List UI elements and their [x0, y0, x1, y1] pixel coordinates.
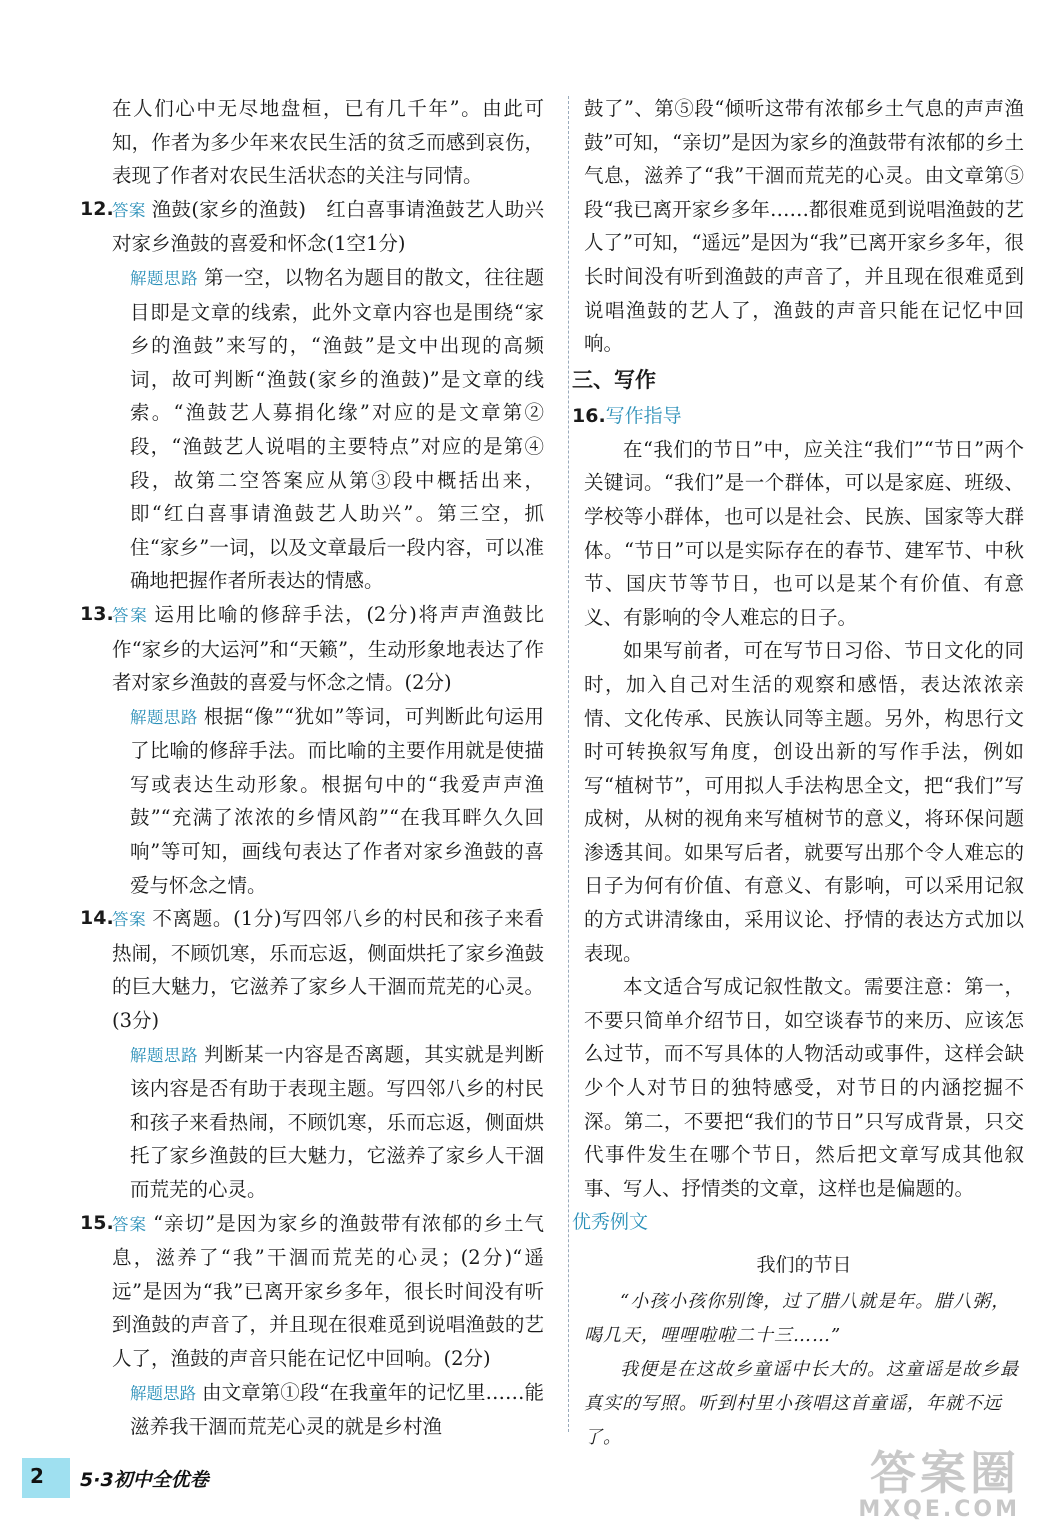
analysis-text: 第一空，以物名为题目的散文，往往题目即是文章的线索，此外文章内容也是围绕“家乡的渔鼓”来写的，“渔鼓”是文中出现的高频词，故可判断“渔鼓(家乡的渔鼓)”是文章的线索。“渔鼓艺人募捐化缘”对应的是文章第②段，“渔鼓艺人说唱的主要特点”对应的是第④段，故第二空答案应从第③段中概括出来，即“红白喜事请渔鼓艺人助兴”。第三空，抓住“家乡”一词，以及文章最后一段内容，可以准确地把握作者所表达的情感。: [130, 265, 544, 593]
essay-paragraph: 我便是在这故乡童谣中长大的。这童谣是故乡最真实的写照。听到村里小孩唱这首童谣，年就不远了。: [584, 1359, 1019, 1449]
answer-text: “亲切”是因为家乡的渔鼓带有浓郁的乡土气息，滋养了“我”干涸而荒芜的心灵；(2分)“遥远”是因为“我”已离开家乡多年，很长时间没有听到渔鼓的声音了，并且现在很难觅到说唱渔鼓的艺人了，渔鼓的声音只能在记忆中回响。(2分): [112, 1211, 544, 1370]
guide-paragraph: 本文适合写成记叙性散文。需要注意：第一，不要只简单介绍节日，如空谈春节的来历、应该怎么过节，而不写具体的人物活动或事件，这样会缺少个人对节日的独特感受，对节日的内涵挖掘不深。第二，不要把“我们的节日”只写成背景，只交代事件发生在哪个节日，然后把文章写成其他叙事、写人、抒情类的文章，这样也是偏题的。: [584, 975, 1024, 1200]
guide-paragraph: 在“我们的节日”中，应关注“我们”“节日”两个关键词。“我们”是一个群体，可以是家庭、班级、学校等小群体，也可以是社会、民族、国家等大群体。“节日”可以是实际存在的春节、建军节、中秋节、国庆节等节日，也可以是某个有价值、有意义、有影响的令人难忘的日子。: [584, 437, 1024, 629]
answer-text: 运用比喻的修辞手法，(2分)将声声渔鼓比作“家乡的大运河”和“天籁”，生动形象地表达了作者对家乡渔鼓的喜爱与怀念之情。(2分): [112, 602, 545, 695]
writing-guide-tag: 写作指导: [605, 404, 682, 427]
analysis-tag: 解题思路: [130, 1045, 199, 1065]
analysis-tag: 解题思路: [130, 268, 199, 288]
watermark-url: MXQE.COM: [858, 1497, 1020, 1522]
book-brand: 5·3初中全优卷: [80, 1469, 209, 1491]
question-number: 13.: [80, 602, 114, 625]
question-16-header: [572, 399, 1024, 433]
analysis-text: 判断某一内容是否离题，其实就是判断该内容是否有助于表现主题。写四邻八乡的村民和孩子来看热闹，不顾饥寒，乐而忘返，侧面烘托了家乡渔鼓的巨大魅力，它滋养了家乡人干涸而荒芜的心灵。: [130, 1042, 544, 1201]
question-number: 15.: [80, 1211, 114, 1234]
analysis-tag: 解题思路: [130, 1383, 197, 1403]
right-column: [572, 92, 1024, 1455]
page-number: 2: [30, 1464, 44, 1488]
answer-tag: 答案: [112, 910, 147, 930]
left-intro-text: 在人们心中无尽地盘桓，已有几千年”。由此可知，作者为多少年来农民生活的贫乏而感到哀伤，表现了作者对农民生活状态的关注与同情。: [112, 97, 544, 188]
guide-paragraph: 如果写前者，可在写节日习俗、节日文化的同时，加入自己对生活的观察和感悟，表达浓浓亲情、文化传承、民族认同等主题。另外，构思行文时可转换叙写角度，创设出新的写作手法，例如写“植树节”，可用拟人手法构思全文，把“我们”写成树，从树的视角来写植树节的意义，将环保问题渗透其间。如果写后者，就要写出那个令人难忘的日子为何有价值、有意义、有影响，可以采用记叙的方式讲清缘由，采用议论、抒情的表达方式加以表现。: [584, 639, 1024, 965]
watermark-logo: [858, 1448, 1020, 1522]
answer-tag: 答案: [112, 605, 149, 625]
question-12: [80, 193, 564, 598]
sample-essay-label: 优秀例文: [572, 1211, 649, 1234]
question-15: [80, 1207, 544, 1444]
analysis-text: 根据“像”“犹如”等词，可判断此句运用了比喻的修辞手法。而比喻的主要作用就是使描写或表达生动形象。根据句中的“我爱声声渔鼓”“充满了浓浓的乡情风韵”“在我耳畔久久回响”等可知，画线句表达了作者对家乡渔鼓的喜爱与怀念之情。: [130, 704, 544, 897]
question-14: [80, 902, 545, 1206]
section-heading: 三、写作: [572, 367, 656, 392]
column-divider: [568, 96, 569, 1432]
essay-title: 我们的节日: [756, 1254, 852, 1277]
answer-tag: 答案: [112, 1214, 148, 1234]
analysis-tag: 解题思路: [130, 707, 198, 727]
right-continuation-text: 鼓了”、第⑤段“倾听这带有浓郁乡土气息的声声渔鼓”可知，“亲切”是因为家乡的渔鼓带有浓郁的乡土气息，滋养了“我”干涸而荒芜的心灵。由文章第⑤段“我已离开家乡多年……都很难觅到说唱渔鼓的艺人了”可知，“遥远”是因为“我”已离开家乡多年，很长时间没有听到渔鼓的声音了，并且现在很难觅到说唱渔鼓的艺人了，渔鼓的声音只能在记忆中回响。: [584, 97, 1024, 356]
watermark-text: 答案圈: [870, 1446, 1020, 1500]
question-number: 14.: [80, 907, 114, 930]
essay-paragraph: “小孩小孩你别馋，过了腊八就是年。腊八粥，喝几天，哩哩啦啦二十三……”: [584, 1291, 1011, 1347]
question-13: [80, 598, 545, 902]
analysis-text: 由文章第①段“在我童年的记忆里……能滋养我干涸而荒芜心灵的就是乡村渔: [130, 1380, 544, 1439]
answer-text: 不离题。(1分)写四邻八乡的村民和孩子来看热闹，不顾饥寒，乐而忘返，侧面烘托了家乡渔鼓的巨大魅力，它滋养了家乡人干涸而荒芜的心灵。(3分): [112, 907, 545, 1033]
left-column: [80, 92, 564, 1444]
answer-tag: 答案: [112, 200, 146, 220]
question-number: 16.: [572, 404, 606, 427]
answer-text: 渔鼓(家乡的渔鼓) 红白喜事请渔鼓艺人助兴 对家乡渔鼓的喜爱和怀念(1空1分): [112, 197, 564, 256]
question-number: 12.: [80, 197, 114, 220]
